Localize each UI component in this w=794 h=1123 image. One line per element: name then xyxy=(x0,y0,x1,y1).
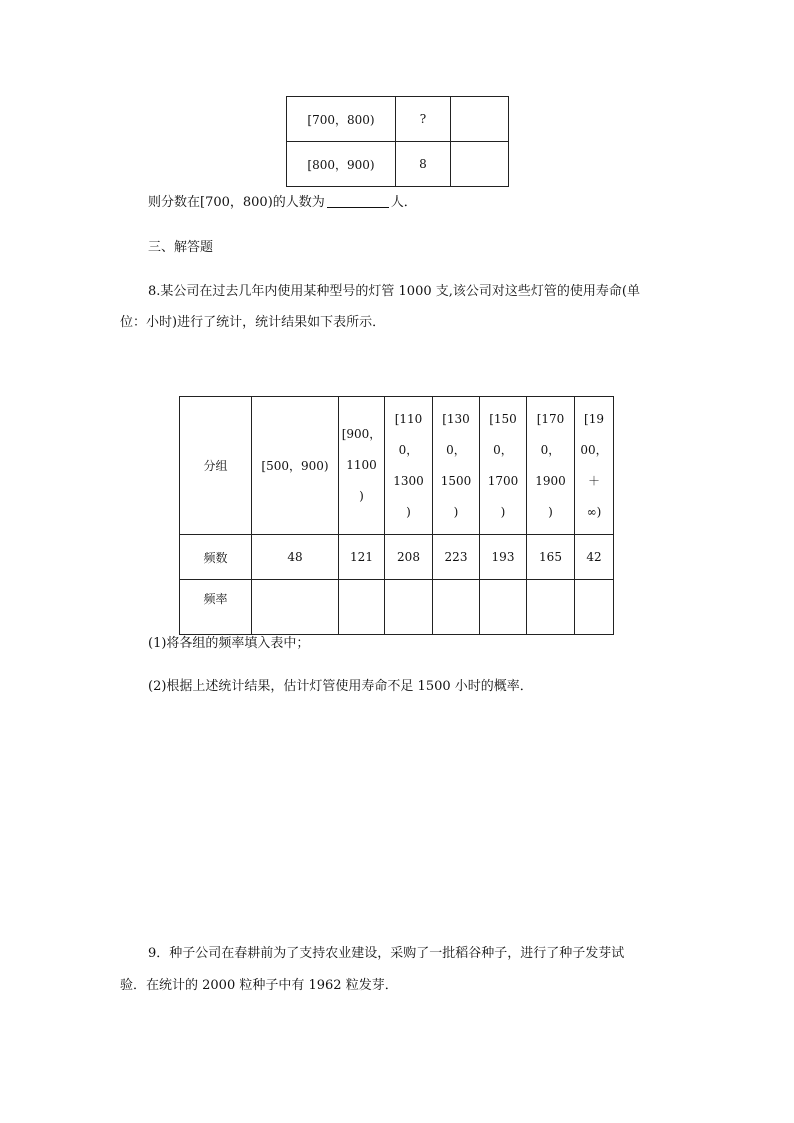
group-text-line: 1900 xyxy=(535,473,566,488)
rate-label-cell: 频率 xyxy=(180,580,252,635)
frequency-cell: 121 xyxy=(339,535,385,580)
frequency-row xyxy=(180,535,614,580)
group-text-line: [110 xyxy=(394,411,423,426)
group-text-line: [170 xyxy=(536,411,565,426)
rate-cell[interactable] xyxy=(575,580,614,635)
rate-cell[interactable] xyxy=(433,580,480,635)
q9-line-2: 验．在统计的 2000 粒种子中有 1962 粒发芽． xyxy=(120,978,398,993)
group-text-line: ) xyxy=(548,504,553,519)
q9-line-1: 9．种子公司在春耕前为了支持农业建设，采购了一批稻谷种子，进行了种子发芽试 xyxy=(148,946,625,961)
group-text-line: [150 xyxy=(489,411,517,426)
group-text-line: 1700 xyxy=(487,473,519,488)
group-text-line: [900， xyxy=(341,427,382,441)
group-text-line: 0， xyxy=(446,442,466,457)
lifespan-table xyxy=(179,396,614,635)
group-text-line: [19 xyxy=(584,411,604,426)
q8-subquestion-2: (2)根据上述统计结果，估计灯管使用寿命不足 1500 小时的概率． xyxy=(148,679,533,694)
table-row xyxy=(287,142,509,187)
rate-cell[interactable] xyxy=(480,580,527,635)
group-text-line: 1300 xyxy=(393,473,424,488)
q7-text-after: 人． xyxy=(390,195,417,210)
q8-subquestion-1: (1)将各组的频率填入表中； xyxy=(148,636,310,651)
group-text-line: 1100 xyxy=(346,458,377,472)
group-text-line: 0， xyxy=(540,442,561,457)
group-row xyxy=(180,397,614,535)
group-cell xyxy=(575,397,614,535)
group-cell xyxy=(339,397,385,535)
q8-line-2: 位：小时)进行了统计，统计结果如下表所示． xyxy=(120,315,386,330)
frequency-cell: 208 xyxy=(385,535,433,580)
group-cell xyxy=(480,397,527,535)
group-text-line: 1500 xyxy=(440,473,472,488)
group-cell xyxy=(433,397,480,535)
group-text: [500，900) xyxy=(261,459,329,473)
frequency-cell: 193 xyxy=(480,535,527,580)
extra-cell xyxy=(451,97,509,142)
answer-blank[interactable] xyxy=(327,193,389,208)
q7-answer-line xyxy=(148,193,417,213)
group-text-line: 0， xyxy=(493,442,513,457)
rate-row xyxy=(180,580,614,635)
group-text-line: ) xyxy=(500,504,506,519)
rate-cell[interactable] xyxy=(339,580,385,635)
group-text-line: ) xyxy=(453,504,459,519)
group-cell xyxy=(252,397,339,535)
rate-cell[interactable] xyxy=(252,580,339,635)
frequency-cell: 42 xyxy=(575,535,614,580)
group-cell xyxy=(385,397,433,535)
group-text-line: [130 xyxy=(442,411,470,426)
group-text-line: 0， xyxy=(398,442,419,457)
group-text-line: ) xyxy=(406,504,411,519)
group-label-cell: 分组 xyxy=(180,397,252,535)
frequency-label-cell: 频数 xyxy=(180,535,252,580)
frequency-cell: 223 xyxy=(433,535,480,580)
rate-cell[interactable] xyxy=(385,580,433,635)
q8-line-1: 8.某公司在过去几年内使用某种型号的灯管 1000 支,该公司对这些灯管的使用寿命(单 xyxy=(148,284,640,299)
group-text-line: ∞) xyxy=(586,504,602,519)
range-cell: [800，900) xyxy=(287,142,396,187)
range-cell: [700，800) xyxy=(287,97,396,142)
rate-cell[interactable] xyxy=(527,580,575,635)
group-text-line: ＋ xyxy=(587,473,600,488)
count-cell: ? xyxy=(396,97,451,142)
group-text-line: 00， xyxy=(580,442,608,457)
group-cell xyxy=(527,397,575,535)
frequency-cell: 165 xyxy=(527,535,575,580)
section-heading: 三、解答题 xyxy=(148,240,214,255)
group-text-line: ) xyxy=(359,489,364,503)
extra-cell xyxy=(451,142,509,187)
q7-text-before: 则分数在[700，800)的人数为 xyxy=(148,195,325,210)
frequency-cell: 48 xyxy=(252,535,339,580)
count-cell: 8 xyxy=(396,142,451,187)
table-row xyxy=(287,97,509,142)
score-table xyxy=(286,96,509,187)
